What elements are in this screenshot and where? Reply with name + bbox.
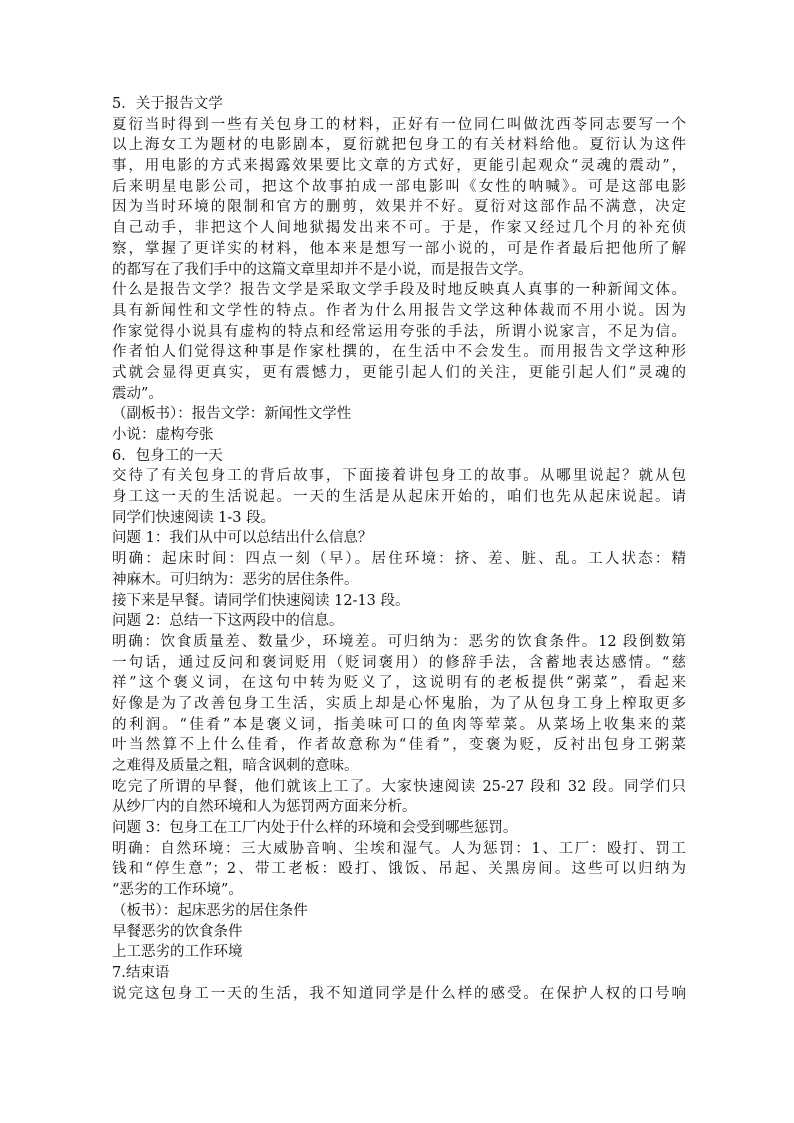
text-line: 夏衍当时得到一些有关包身工的材料，正好有一位同仁叫做沈西苓同志要写一个 bbox=[112, 116, 686, 133]
document-page bbox=[112, 94, 686, 1004]
text-line: 小说：虚构夸张 bbox=[112, 427, 214, 443]
text-line: 作家觉得小说具有虚构的特点和经常运用夸张的手法，所谓小说家言，不足为信。 bbox=[112, 323, 686, 340]
text-line: 问题 3：包身工在工厂内处于什么样的环境和会受到哪些惩罚。 bbox=[112, 820, 518, 837]
text-line: （板书）：起床恶劣的居住条件 bbox=[112, 902, 308, 919]
text-line: 什么是报告文学？报告文学是采取文学手段及时地反映真人真事的一种新闻文体。 bbox=[112, 282, 686, 299]
text-line: 神麻木。可归纳为：恶劣的居住条件。 bbox=[112, 571, 359, 588]
text-line: 具有新闻性和文学性的特点。作者为什么用报告文学这种体裁而不用小说。因为 bbox=[112, 302, 686, 319]
text-line: 问题 2：总结一下这两段中的信息。 bbox=[112, 613, 344, 630]
text-line: 因为当时环境的限制和官方的删剪，效果并不好。夏衍对这部作品不满意，决定 bbox=[112, 199, 686, 216]
text-line: 身工这一天的生活说起。一天的生活是从起床开始的，咱们也先从起床说起。请 bbox=[112, 489, 686, 506]
text-line: 式就会显得更真实，更有震憾力，更能引起人们的关注，更能引起人们“灵魂的 bbox=[112, 364, 686, 381]
text-line: 叶当然算不上什么佳肴，作者故意称为“佳肴”，变褒为贬，反衬出包身工粥菜 bbox=[112, 737, 686, 754]
text-line: 5．关于报告文学 bbox=[112, 96, 223, 112]
text-line: 从纱厂内的自然环境和人为惩罚两方面来分析。 bbox=[112, 799, 417, 816]
text-line: 7.结束语 bbox=[112, 964, 170, 981]
text-line: 的利润。“佳肴”本是褒义词，指美味可口的鱼肉等荤菜。从菜场上收集来的菜 bbox=[112, 716, 686, 733]
text-line: 明确：自然环境：三大威胁音响、尘埃和湿气。人为惩罚：1、工厂：殴打、罚工 bbox=[112, 840, 686, 857]
text-line: 察，掌握了更详实的材料，他本来是想写一部小说的，可是作者最后把他所了解 bbox=[112, 240, 686, 257]
text-line: 上工恶劣的工作环境 bbox=[112, 944, 243, 961]
text-line: 钱和“停生意”；2、带工老板：殴打、饿饭、吊起、关黑房间。这些可以归纳为 bbox=[112, 861, 686, 878]
text-line: 早餐恶劣的饮食条件 bbox=[112, 923, 243, 940]
text-line: 后来明星电影公司，把这个故事拍成一部电影叫《女性的呐喊》。可是这部电影 bbox=[112, 178, 686, 195]
text-line: 接下来是早餐。请同学们快速阅读 12-13 段。 bbox=[112, 592, 410, 609]
text-line: 问题 1：我们从中可以总结出什么信息？ bbox=[112, 530, 373, 547]
text-line: 以上海女工为题材的电影剧本，夏衍就把包身工的有关材料给他。夏衍认为这件 bbox=[112, 137, 686, 154]
text-line: 同学们快速阅读 1-3 段。 bbox=[112, 509, 276, 526]
text-line: 的都写在了我们手中的这篇文章里却并不是小说，而是报告文学。 bbox=[112, 261, 533, 278]
text-line: 之难得及质量之粗，暗含讽刺的意味。 bbox=[112, 758, 359, 774]
text-line: 一句话，通过反问和褒词贬用（贬词褒用）的修辞手法，含蓄地表达感情。“慈 bbox=[112, 654, 686, 671]
text-line: 6．包身工的一天 bbox=[112, 447, 223, 464]
text-line: 说完这包身工一天的生活，我不知道同学是什么样的感受。在保护人权的口号响 bbox=[112, 985, 686, 1002]
text-line: 明确：饮食质量差、数量少，环境差。可归纳为：恶劣的饮食条件。12 段倒数第 bbox=[112, 633, 686, 650]
text-line: 事，用电影的方式来揭露效果要比文章的方式好，更能引起观众“灵魂的震动”， bbox=[112, 158, 686, 175]
text-line: 自己动手，非把这个人间地狱揭发出来不可。于是，作家又经过几个月的补充侦 bbox=[112, 220, 686, 237]
text-line: 交待了有关包身工的背后故事，下面接着讲包身工的故事。从哪里说起？就从包 bbox=[112, 468, 686, 485]
text-line: 祥”这个褒义词，在这句中转为贬义了，这说明有的老板提供“粥菜”，看起来 bbox=[112, 675, 686, 692]
text-line: 吃完了所谓的早餐，他们就该上工了。大家快速阅读 25-27 段和 32 段。同学们只 bbox=[112, 778, 686, 795]
text-line: （副板书）：报告文学：新闻性文学性 bbox=[112, 406, 352, 423]
text-line: “恶劣的工作环境”。 bbox=[112, 882, 243, 899]
text-line: 作者怕人们觉得这种事是作家杜撰的，在生活中不会发生。而用报告文学这种形 bbox=[112, 344, 686, 361]
text-line: 明确：起床时间：四点一刻（早）。居住环境：挤、差、脏、乱。工人状态：精 bbox=[112, 551, 686, 568]
text-line: 震动”。 bbox=[112, 385, 163, 402]
text-line: 好像是为了改善包身工生活，实质上却是心怀鬼胎，为了从包身工身上榨取更多 bbox=[112, 695, 686, 712]
